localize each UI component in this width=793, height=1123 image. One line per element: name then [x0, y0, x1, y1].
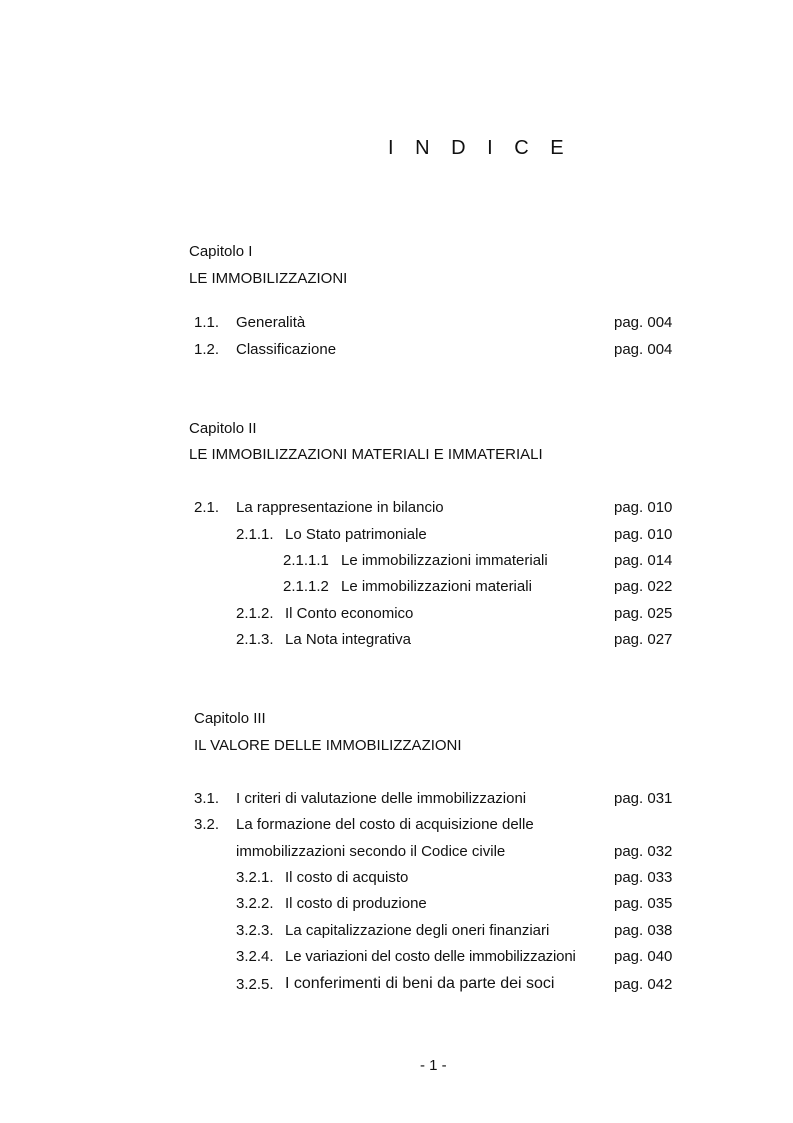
entry-title: I conferimenti di beni da parte dei soci	[285, 975, 555, 992]
entry-title: Le variazioni del costo delle immobilizzazioni	[285, 948, 576, 965]
entry-page: pag. 033	[614, 869, 673, 886]
entry-page: pag. 035	[614, 895, 673, 912]
entry-number: 2.1.1.1	[283, 552, 329, 569]
chapter-label: Capitolo I	[189, 243, 253, 260]
chapter-heading: IL VALORE DELLE IMMOBILIZZAZIONI	[194, 737, 462, 754]
entry-title: Il Conto economico	[285, 605, 414, 622]
chapter-label: Capitolo III	[194, 710, 266, 727]
page-number: - 1 -	[420, 1057, 447, 1074]
entry-number: 3.2.4.	[236, 948, 274, 965]
entry-page: pag. 010	[614, 499, 673, 516]
entry-title: Le immobilizzazioni immateriali	[341, 552, 548, 569]
entry-number: 2.1.3.	[236, 631, 274, 648]
entry-number: 3.2.3.	[236, 922, 274, 939]
entry-page: pag. 040	[614, 948, 673, 965]
entry-number: 3.1.	[194, 790, 220, 807]
entry-title: Il costo di acquisto	[285, 869, 409, 886]
chapter-heading: LE IMMOBILIZZAZIONI	[189, 270, 348, 287]
entry-number: 2.1.	[194, 499, 220, 516]
entry-title: Lo Stato patrimoniale	[285, 526, 427, 543]
entry-page: pag. 032	[614, 843, 673, 860]
entry-number: 3.2.5.	[236, 976, 274, 993]
chapter-heading: LE IMMOBILIZZAZIONI MATERIALI E IMMATERIALI	[189, 446, 543, 463]
entry-title: La rappresentazione in bilancio	[236, 499, 444, 516]
entry-title: La Nota integrativa	[285, 631, 411, 648]
entry-title: Il costo di produzione	[285, 895, 427, 912]
entry-page: pag. 022	[614, 578, 673, 595]
entry-page: pag. 014	[614, 552, 673, 569]
entry-page: pag. 038	[614, 922, 673, 939]
page-title: I N D I C E	[388, 137, 572, 159]
entry-number: 3.2.1.	[236, 869, 274, 886]
entry-title: La formazione del costo di acquisizione delle	[236, 816, 534, 833]
entry-page: pag. 004	[614, 314, 673, 331]
entry-title: I criteri di valutazione delle immobilizzazioni	[236, 790, 527, 807]
entry-page: pag. 004	[614, 341, 673, 358]
chapter-label: Capitolo II	[189, 420, 257, 437]
entry-number: 2.1.1.	[236, 526, 274, 543]
entry-number: 3.2.	[194, 816, 220, 833]
entry-page: pag. 031	[614, 790, 673, 807]
entry-number: 1.2.	[194, 341, 220, 358]
entry-title: Classificazione	[236, 341, 337, 358]
entry-title: Le immobilizzazioni materiali	[341, 578, 532, 595]
entry-page: pag. 025	[614, 605, 673, 622]
entry-page: pag. 010	[614, 526, 673, 543]
entry-number: 1.1.	[194, 314, 220, 331]
entry-title: La capitalizzazione degli oneri finanziari	[285, 922, 550, 939]
entry-title: Generalità	[236, 314, 306, 331]
entry-number: 3.2.2.	[236, 895, 274, 912]
entry-number: 2.1.2.	[236, 605, 274, 622]
entry-page: pag. 027	[614, 631, 673, 648]
entry-title-continued: immobilizzazioni secondo il Codice civile	[236, 843, 506, 860]
entry-page: pag. 042	[614, 976, 673, 993]
entry-number: 2.1.1.2	[283, 578, 329, 595]
